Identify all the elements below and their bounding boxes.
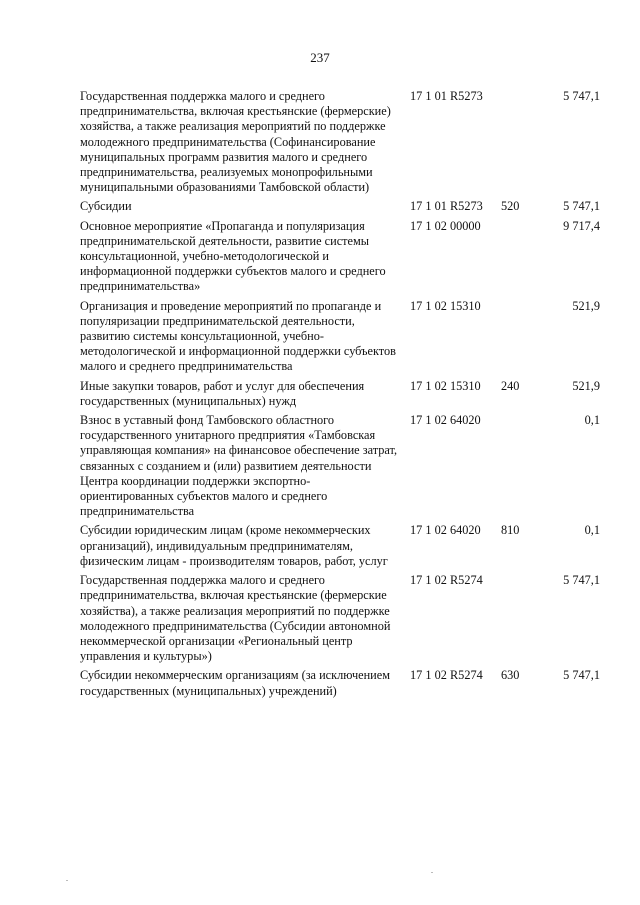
- table-row: [0, 668, 640, 698]
- row-amount: 5 747,1: [563, 573, 600, 588]
- table-row: [0, 413, 640, 519]
- row-code: 17 1 01 R5273: [410, 89, 483, 103]
- row-amount: 9 717,4: [563, 218, 600, 233]
- row-description: Государственная поддержка малого и среднего предпринимательства, включая крестьянские (фермерские хозяйства), а также реализация мероприятий по поддержке молодежного предпринимательства (Субсидии автономной некоммерческой организации «Региональный центр управления и культуры»): [80, 573, 391, 664]
- row-code: 17 1 02 00000: [410, 218, 481, 233]
- row-amount: 5 747,1: [563, 199, 600, 214]
- table-row: [0, 523, 640, 569]
- scan-speck: [66, 880, 68, 881]
- budget-table: [0, 89, 640, 703]
- table-row: [0, 379, 640, 409]
- row-expense-type: 810: [501, 523, 520, 538]
- row-expense-type: 630: [501, 668, 520, 683]
- table-row: [0, 199, 640, 214]
- row-description: Субсидии юридическим лицам (кроме некоммерческих организаций), индивидуальным предпринимателям, физическим лицам - производителям товаров, работ, услуг: [80, 523, 388, 568]
- row-description: Организация и проведение мероприятий по пропаганде и популяризации предпринимательской деятельности, развитию системы консультационной, учебно-методологической и информационной поддержки субъектов малого и среднего предпринимательства: [80, 298, 396, 374]
- row-code: 17 1 01 R5273: [410, 199, 483, 214]
- row-description: Государственная поддержка малого и среднего предпринимательства, включая крестьянские (фермерские) хозяйства, а также реализация мероприятий по поддержке молодежного предпринимательства (Софинансирование муниципальных программ развития малого и среднего предпринимательства, реализуемых монопрофильными муниципальными образованиями Тамбовской области): [80, 89, 391, 195]
- row-code: 17 1 02 R5274: [410, 573, 483, 588]
- row-expense-type: 240: [501, 378, 520, 393]
- row-code: 17 1 02 15310: [410, 298, 481, 313]
- scan-speck: [431, 872, 433, 873]
- row-description: Взнос в уставный фонд Тамбовского областного государственного унитарного предприятия «Тамбовская управляющая компания» на финансовое обеспечение затрат, связанных с созданием и (или) развитием деятельности Центра координации поддержки экспортно-ориентированных субъектов малого и среднего предпринимательства: [80, 413, 398, 519]
- row-expense-type: 520: [501, 199, 520, 214]
- row-code: 17 1 02 64020: [410, 413, 481, 428]
- page-number: 237: [310, 50, 330, 65]
- row-description: Основное мероприятие «Пропаганда и популяризация предпринимательской деятельности, развитие системы консультационной, учебно-методологической и информационной поддержки субъектов малого и среднего предпринимательства»: [80, 218, 386, 294]
- row-description: Иные закупки товаров, работ и услуг для обеспечения государственных (муниципальных) нужд: [80, 378, 365, 408]
- row-amount: 0,1: [584, 523, 600, 538]
- row-code: 17 1 02 64020: [410, 523, 481, 538]
- row-amount: 5 747,1: [563, 89, 600, 103]
- row-description: Субсидии некоммерческим организациям (за исключением государственных (муниципальных) учреждений): [80, 668, 390, 698]
- row-code: 17 1 02 15310: [410, 378, 481, 393]
- row-description: Субсидии: [80, 199, 132, 214]
- table-row: [0, 573, 640, 664]
- table-row: [0, 219, 640, 295]
- table-row: [0, 89, 640, 195]
- row-amount: 521,9: [572, 378, 600, 393]
- row-amount: 5 747,1: [563, 668, 600, 683]
- row-amount: 0,1: [584, 413, 600, 428]
- row-code: 17 1 02 R5274: [410, 668, 483, 683]
- table-row: [0, 299, 640, 375]
- row-amount: 521,9: [572, 298, 600, 313]
